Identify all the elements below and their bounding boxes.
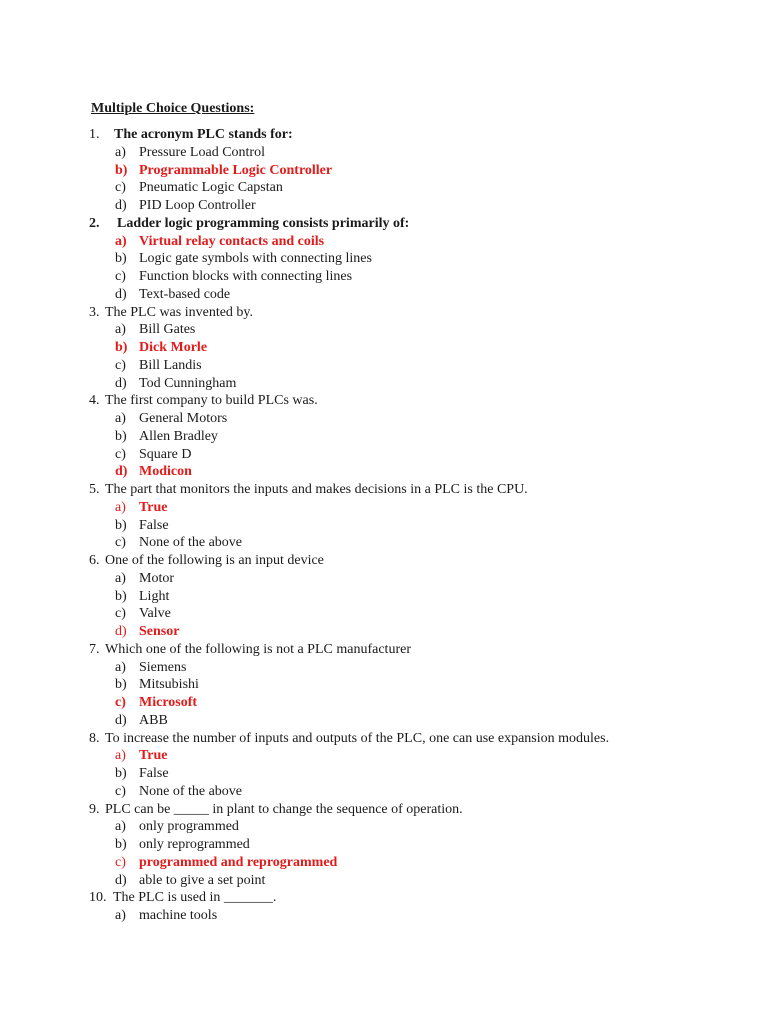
option-text: General Motors [139,411,228,426]
answer-option-correct [0,499,768,517]
option-letter: d) [115,712,127,728]
answer-option [0,250,768,268]
option-text: False [139,517,169,533]
question-number: 6. [89,553,100,568]
question-number: 8. [89,730,100,746]
option-text: Mitsubishi [139,677,199,693]
answer-option [0,517,768,535]
question-number: 9. [89,801,100,817]
answer-option [0,321,768,339]
answer-option-correct [0,339,768,357]
answer-option [0,676,768,694]
option-text: Tod Cunningham [139,375,237,391]
answer-option-correct [0,747,768,765]
question-text: The acronym PLC stands for: [114,127,293,142]
answer-option-correct [0,623,768,641]
question-3 [0,304,768,322]
question-text: One of the following is an input device [105,553,324,568]
option-text: Text-based code [139,286,231,302]
option-text: able to give a set point [139,872,266,888]
option-letter: b) [115,340,128,355]
answer-option [0,570,768,588]
answer-option [0,286,768,304]
answer-option [0,197,768,215]
option-text: Dick Morle [139,340,208,355]
option-letter: b) [115,517,127,533]
option-text: None of the above [139,535,243,551]
option-text: Motor [139,570,174,586]
answer-option-correct [0,463,768,481]
option-letter: d) [115,375,127,391]
answer-option-correct [0,854,768,872]
option-text: True [139,499,168,515]
option-text: Function blocks with connecting lines [139,269,353,284]
option-text: only reprogrammed [139,837,250,852]
answer-option [0,268,768,286]
option-text: Siemens [139,659,187,675]
option-letter: b) [115,766,127,781]
option-text: Modicon [139,464,192,480]
option-letter: d) [115,286,127,302]
question-list [0,126,768,925]
answer-option [0,534,768,552]
question-text: To increase the number of inputs and outputs of the PLC, one can use expansion modules. [105,730,610,746]
option-letter: c) [115,606,126,622]
question-number: 2. [89,215,100,231]
option-text: False [139,766,169,781]
option-letter: a) [115,411,126,426]
option-letter: a) [115,659,126,675]
option-text: Light [139,588,170,604]
option-letter: a) [115,144,126,160]
question-5 [0,481,768,499]
question-8 [0,730,768,748]
option-text: Bill Gates [139,322,196,338]
answer-option [0,144,768,162]
question-number: 7. [89,641,100,657]
option-letter: a) [115,819,126,835]
option-letter: b) [115,677,127,693]
question-10 [0,889,768,907]
question-text: The part that monitors the inputs and makes decisions in a PLC is the CPU. [105,482,528,497]
answer-option-correct [0,162,768,180]
option-letter: c) [115,535,126,551]
answer-option [0,428,768,446]
option-letter: c) [115,269,126,284]
option-text: Allen Bradley [139,428,218,444]
question-number: 3. [89,304,100,320]
option-letter: c) [115,357,126,373]
option-letter: b) [115,588,127,604]
answer-option [0,375,768,393]
option-text: True [139,748,168,764]
option-letter: a) [115,570,126,586]
question-number: 1. [89,127,100,142]
option-letter: c) [115,446,126,462]
option-letter: b) [115,251,127,267]
answer-option [0,765,768,783]
question-number: 5. [89,482,100,497]
page-heading: Multiple Choice Questions: [91,101,255,116]
option-letter: a) [115,322,126,338]
question-text: PLC can be _____ in plant to change the sequence of operation. [105,801,463,817]
option-text: Virtual relay contacts and coils [139,233,325,249]
option-text: programmed and reprogrammed [139,854,338,870]
option-text: Valve [139,606,171,622]
option-letter: b) [115,428,127,444]
answer-option [0,659,768,677]
option-letter: a) [115,908,126,923]
option-text: Bill Landis [139,357,202,373]
option-text: PID Loop Controller [139,198,256,213]
answer-option [0,588,768,606]
answer-option [0,818,768,836]
answer-option [0,446,768,464]
option-text: Square D [139,446,192,462]
option-letter: a) [115,748,126,764]
question-text: Ladder logic programming consists primarily of: [117,215,410,231]
answer-option-correct [0,233,768,251]
option-letter: d) [115,464,128,480]
option-text: Microsoft [139,695,198,710]
question-text: The PLC is used in _______. [113,890,277,906]
option-text: Sensor [139,624,180,639]
option-letter: d) [115,198,127,213]
option-text: Programmable Logic Controller [139,162,333,178]
answer-option [0,783,768,801]
answer-option [0,907,768,925]
question-2 [0,215,768,233]
question-7 [0,641,768,659]
option-letter: d) [115,872,127,888]
option-letter: b) [115,162,128,178]
answer-option [0,410,768,428]
answer-option [0,357,768,375]
question-4 [0,392,768,410]
question-6 [0,552,768,570]
answer-option [0,712,768,730]
option-text: ABB [139,712,168,728]
answer-option [0,872,768,890]
option-text: None of the above [139,783,243,799]
option-letter: c) [115,783,126,799]
option-text: only programmed [139,819,239,835]
question-9 [0,801,768,819]
answer-option [0,179,768,197]
question-text: The first company to build PLCs was. [105,393,318,409]
answer-option-correct [0,694,768,712]
option-letter: d) [115,624,127,639]
question-text: Which one of the following is not a PLC manufacturer [105,641,411,657]
option-text: machine tools [139,908,218,923]
option-text: Pressure Load Control [139,144,265,160]
option-letter: b) [115,837,127,852]
answer-option [0,605,768,623]
option-letter: c) [115,854,126,870]
option-letter: c) [115,180,126,196]
option-letter: c) [115,695,126,710]
question-1 [0,126,768,144]
question-number: 10. [89,890,107,906]
option-letter: a) [115,233,127,249]
question-text: The PLC was invented by. [105,304,254,320]
option-text: Logic gate symbols with connecting lines [139,251,372,267]
question-number: 4. [89,393,100,409]
option-text: Pneumatic Logic Capstan [139,180,283,196]
option-letter: a) [115,499,126,515]
answer-option [0,836,768,854]
